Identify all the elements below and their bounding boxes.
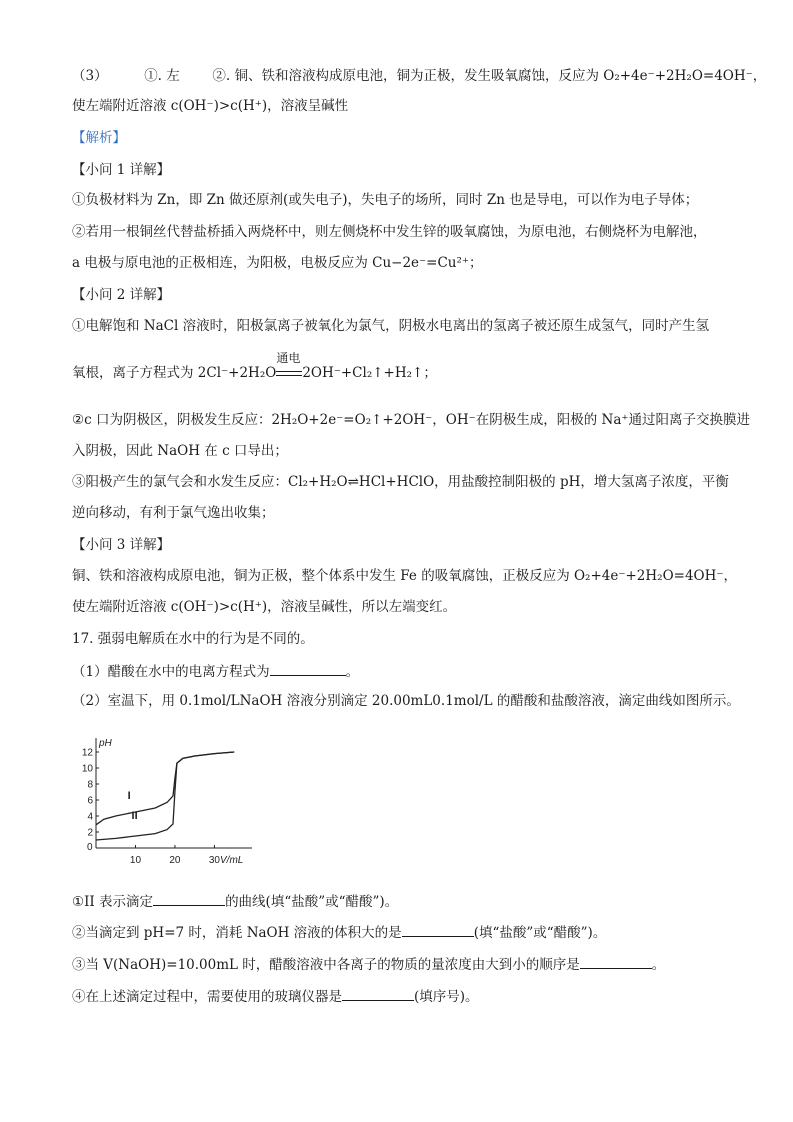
q1-heading: 【小问 1 详解】 <box>72 162 171 178</box>
q1-line-1: ①负极材料为 Zn，即 Zn 做还原剂(或失电子)，失电子的场所，同时 Zn 也是导电，可以作为电子导体； <box>72 192 699 208</box>
x-tick-label: 20 <box>169 855 181 866</box>
answer-3-num: （3） <box>72 68 108 84</box>
y-tick-label: 10 <box>81 763 93 775</box>
item-1-text: ①II 表示滴定 <box>72 894 154 910</box>
x-tick-label: 10 <box>129 855 142 866</box>
item-1-end: 的曲线(填“盐酸”或“醋酸”)。 <box>225 894 399 910</box>
item-4 <box>72 985 479 1007</box>
q2-equation-right: 2OH⁻+Cl₂↑+H₂↑； <box>302 365 437 381</box>
y-tick-label: 2 <box>87 827 93 839</box>
item-2-text: ②当滴定到 pH=7 时，消耗 NaOH 溶液的体积大的是 <box>72 925 402 941</box>
part-1-text: （1）醋酸在水中的电离方程式为 <box>72 664 270 680</box>
series-label-I: I <box>127 789 131 802</box>
item-4-end: (填序号)。 <box>414 989 479 1005</box>
series-line-I <box>96 752 234 825</box>
chart-series <box>96 752 234 840</box>
y-tick-label: 8 <box>87 779 93 791</box>
q2-line-1: ①电解饱和 NaCl 溶液时，阳极氯离子被氧化为氯气，阴极水电离出的氢离子被还原生成氢气，同时产生氢 <box>72 318 710 334</box>
item-1 <box>72 890 398 912</box>
origin-label: 0 <box>87 842 93 853</box>
answer-blank-3[interactable] <box>402 921 474 937</box>
answer-blank-1[interactable] <box>270 660 346 676</box>
electrolysis-condition <box>276 351 302 383</box>
analysis-label: 【解析】 <box>72 130 126 146</box>
x-axis-label: V/mL <box>220 855 244 866</box>
problem-17-part-2: （2）室温下，用 0.1mol/LNaOH 溶液分别滴定 20.00mL0.1mol/L 的醋酸和盐酸溶液，滴定曲线如图所示。 <box>72 693 740 709</box>
q2-equation-left: 氧根，离子方程式为 2Cl⁻+2H₂O <box>72 365 277 381</box>
y-tick-label: 6 <box>87 795 93 807</box>
item-2 <box>72 921 606 943</box>
electrolysis-label: 通电 <box>276 351 301 365</box>
titration-chart <box>81 730 256 866</box>
q2-line-4: 入阴极，因此 NaOH 在 c 口导出； <box>72 443 288 459</box>
chart-axes <box>87 738 252 866</box>
item-3-text: ③当 V(NaOH)=10.00mL 时，醋酸溶液中各离子的物质的量浓度由大到小的顺序是 <box>72 957 580 973</box>
y-tick-label: 4 <box>87 811 93 823</box>
answer-blank-5[interactable] <box>342 985 414 1001</box>
item-4-text: ④在上述滴定过程中，需要使用的玻璃仪器是 <box>72 989 342 1005</box>
q3-line-1: 铜、铁和溶液构成原电池，铜为正极，整个体系中发生 Fe 的吸氧腐蚀，正极反应为 O₂+4e⁻+2H₂O=4OH⁻， <box>72 568 738 584</box>
q2-line-5: ③阳极产生的氯气会和水发生反应：Cl₂+H₂O⇌HCl+HClO，用盐酸控制阳极的 pH，增大氢离子浓度，平衡 <box>72 474 729 490</box>
q2-line-6: 逆向移动，有利于氯气逸出收集； <box>72 505 275 521</box>
answer-blank-4[interactable] <box>580 953 652 969</box>
part-1-end: 。 <box>345 664 360 680</box>
answer-3-line-2: 使左端附近溶液 c(OH⁻)>c(H⁺)，溶液呈碱性 <box>72 98 349 114</box>
series-line-II <box>96 752 234 840</box>
answer-blank-2[interactable] <box>153 890 225 906</box>
y-axis-label: pH <box>99 738 112 749</box>
item-3-end: 。 <box>651 957 666 973</box>
q1-line-2: ②若用一根铜丝代替盐桥插入两烧杯中，则左侧烧杯中发生锌的吸氧腐蚀，为原电池，右侧烧杯为电解池， <box>72 224 707 240</box>
q2-line-2 <box>72 351 437 383</box>
series-label-II: II <box>131 809 138 822</box>
q3-line-2: 使左端附近溶液 c(OH⁻)>c(H⁺)，溶液呈碱性，所以左端变红。 <box>72 599 457 615</box>
q2-line-3: ②c 口为阴极区，阴极发生反应：2H₂O+2e⁻=O₂↑+2OH⁻，OH⁻在阴极生成，阳极的 Na⁺通过阳离子交换膜进 <box>72 412 751 428</box>
q3-heading: 【小问 3 详解】 <box>72 537 171 553</box>
answer-3-line-1 <box>72 66 766 86</box>
answer-3-item-2: ②. 铜、铁和溶液构成原电池，铜为正极，发生吸氧腐蚀，反应为 O₂+4e⁻+2H₂O=4OH⁻， <box>212 68 767 84</box>
equals-sign <box>276 371 302 376</box>
item-3 <box>72 953 665 975</box>
problem-17-part-1 <box>72 660 359 682</box>
item-2-end: (填“盐酸”或“醋酸”)。 <box>473 925 607 941</box>
q2-heading: 【小问 2 详解】 <box>72 287 171 303</box>
q1-line-3: a 电极与原电池的正极相连，为阳极，电极反应为 Cu−2e⁻=Cu²⁺； <box>72 255 483 271</box>
problem-17-title: 17. 强弱电解质在水中的行为是不同的。 <box>72 631 314 647</box>
y-tick-label: 12 <box>81 747 93 759</box>
answer-3-item-1: ①. 左 <box>144 68 180 84</box>
x-tick-label: 30 <box>208 855 220 866</box>
